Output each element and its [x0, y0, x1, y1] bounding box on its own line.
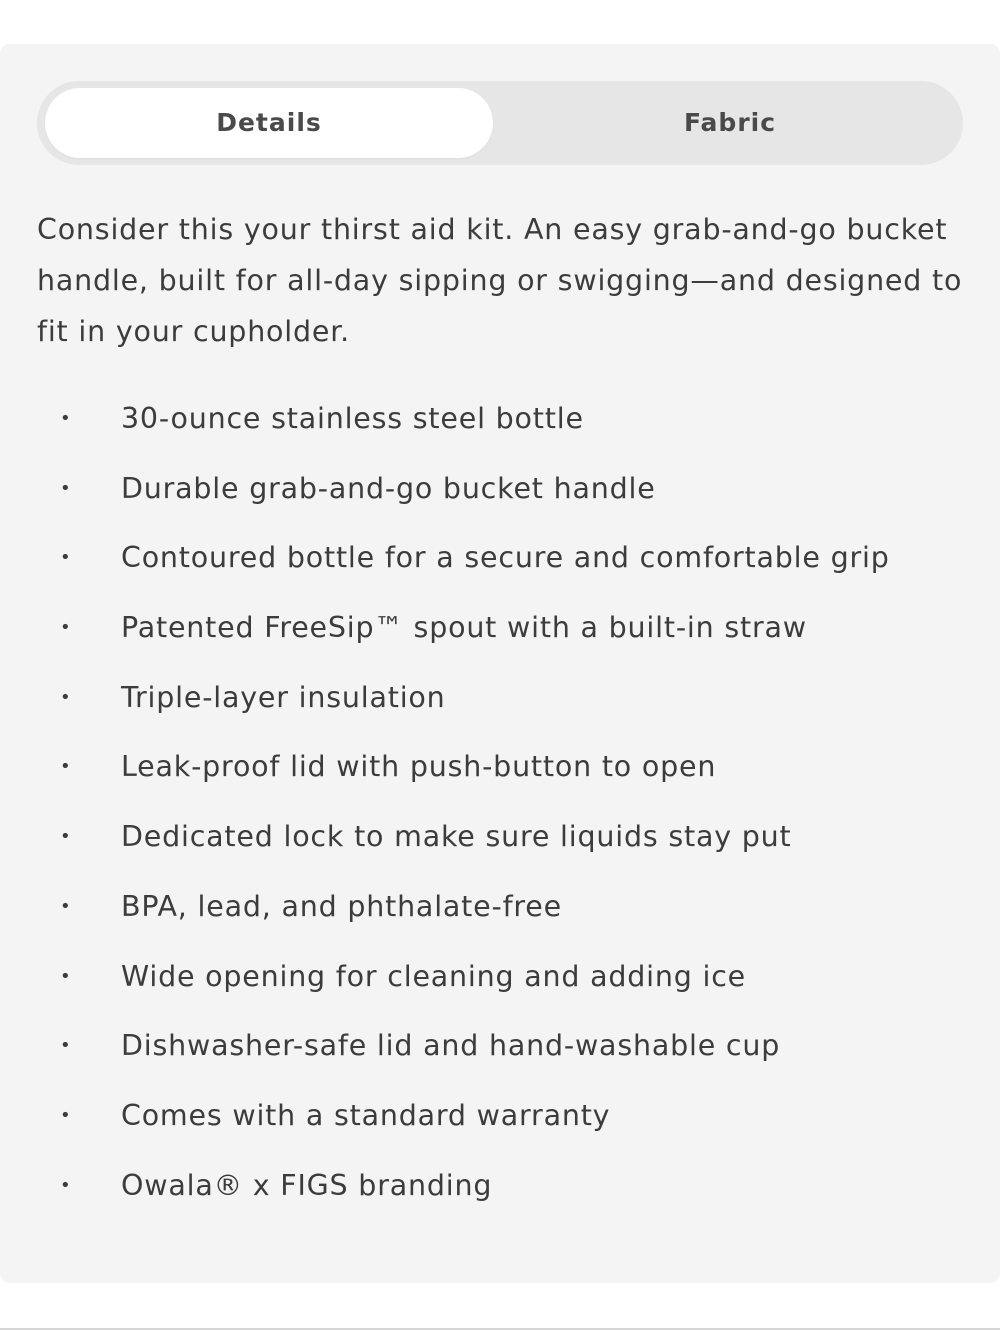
- bullet-icon: •: [60, 617, 72, 639]
- bullet-icon: •: [60, 547, 72, 569]
- feature-text: Owala® x FIGS branding: [121, 1168, 493, 1202]
- bullet-icon: •: [60, 826, 72, 848]
- list-item: [0, 942, 1000, 1012]
- feature-list: [0, 384, 1000, 1220]
- list-item: [0, 872, 1000, 942]
- feature-text: Contoured bottle for a secure and comfortable grip: [121, 541, 890, 575]
- list-item: [0, 1011, 1000, 1081]
- bullet-icon: •: [60, 686, 72, 708]
- feature-text: Comes with a standard warranty: [121, 1098, 611, 1132]
- list-item: [0, 1081, 1000, 1151]
- product-description: Consider this your thirst aid kit. An easy grab-and-go bucket handle, built for all-day sipping or swigging—and designed to fit in your cupholder.: [37, 213, 963, 348]
- tab-fabric[interactable]: Fabric: [683, 108, 777, 137]
- bullet-icon: •: [60, 756, 72, 778]
- feature-text: 30-ounce stainless steel bottle: [121, 402, 584, 435]
- tab-switcher: [37, 81, 963, 165]
- list-item: [0, 593, 1000, 663]
- feature-text: Patented FreeSip™ spout with a built-in straw: [121, 611, 807, 645]
- bullet-icon: •: [60, 1035, 72, 1057]
- feature-text: Dedicated lock to make sure liquids stay put: [121, 820, 792, 854]
- feature-text: Wide opening for cleaning and adding ice: [121, 959, 747, 993]
- list-item: [0, 454, 1000, 524]
- feature-text: BPA, lead, and phthalate-free: [121, 889, 562, 923]
- list-item: [0, 732, 1000, 802]
- bullet-icon: •: [60, 1104, 72, 1126]
- feature-text: Triple-layer insulation: [121, 680, 446, 714]
- list-item: [0, 663, 1000, 733]
- bullet-icon: •: [60, 895, 72, 917]
- product-details-panel: [0, 44, 1000, 1283]
- list-item: [0, 384, 1000, 454]
- list-item: [0, 1151, 1000, 1221]
- feature-text: Dishwasher-safe lid and hand-washable cup: [121, 1029, 781, 1063]
- tab-details[interactable]: Details: [45, 88, 493, 158]
- feature-text: Leak-proof lid with push-button to open: [121, 750, 717, 784]
- feature-text: Durable grab-and-go bucket handle: [121, 471, 656, 505]
- bullet-icon: •: [60, 1174, 72, 1196]
- bullet-icon: •: [60, 965, 72, 987]
- list-item: [0, 523, 1000, 593]
- list-item: [0, 802, 1000, 872]
- bullet-icon: •: [60, 477, 72, 499]
- bullet-icon: •: [60, 408, 72, 429]
